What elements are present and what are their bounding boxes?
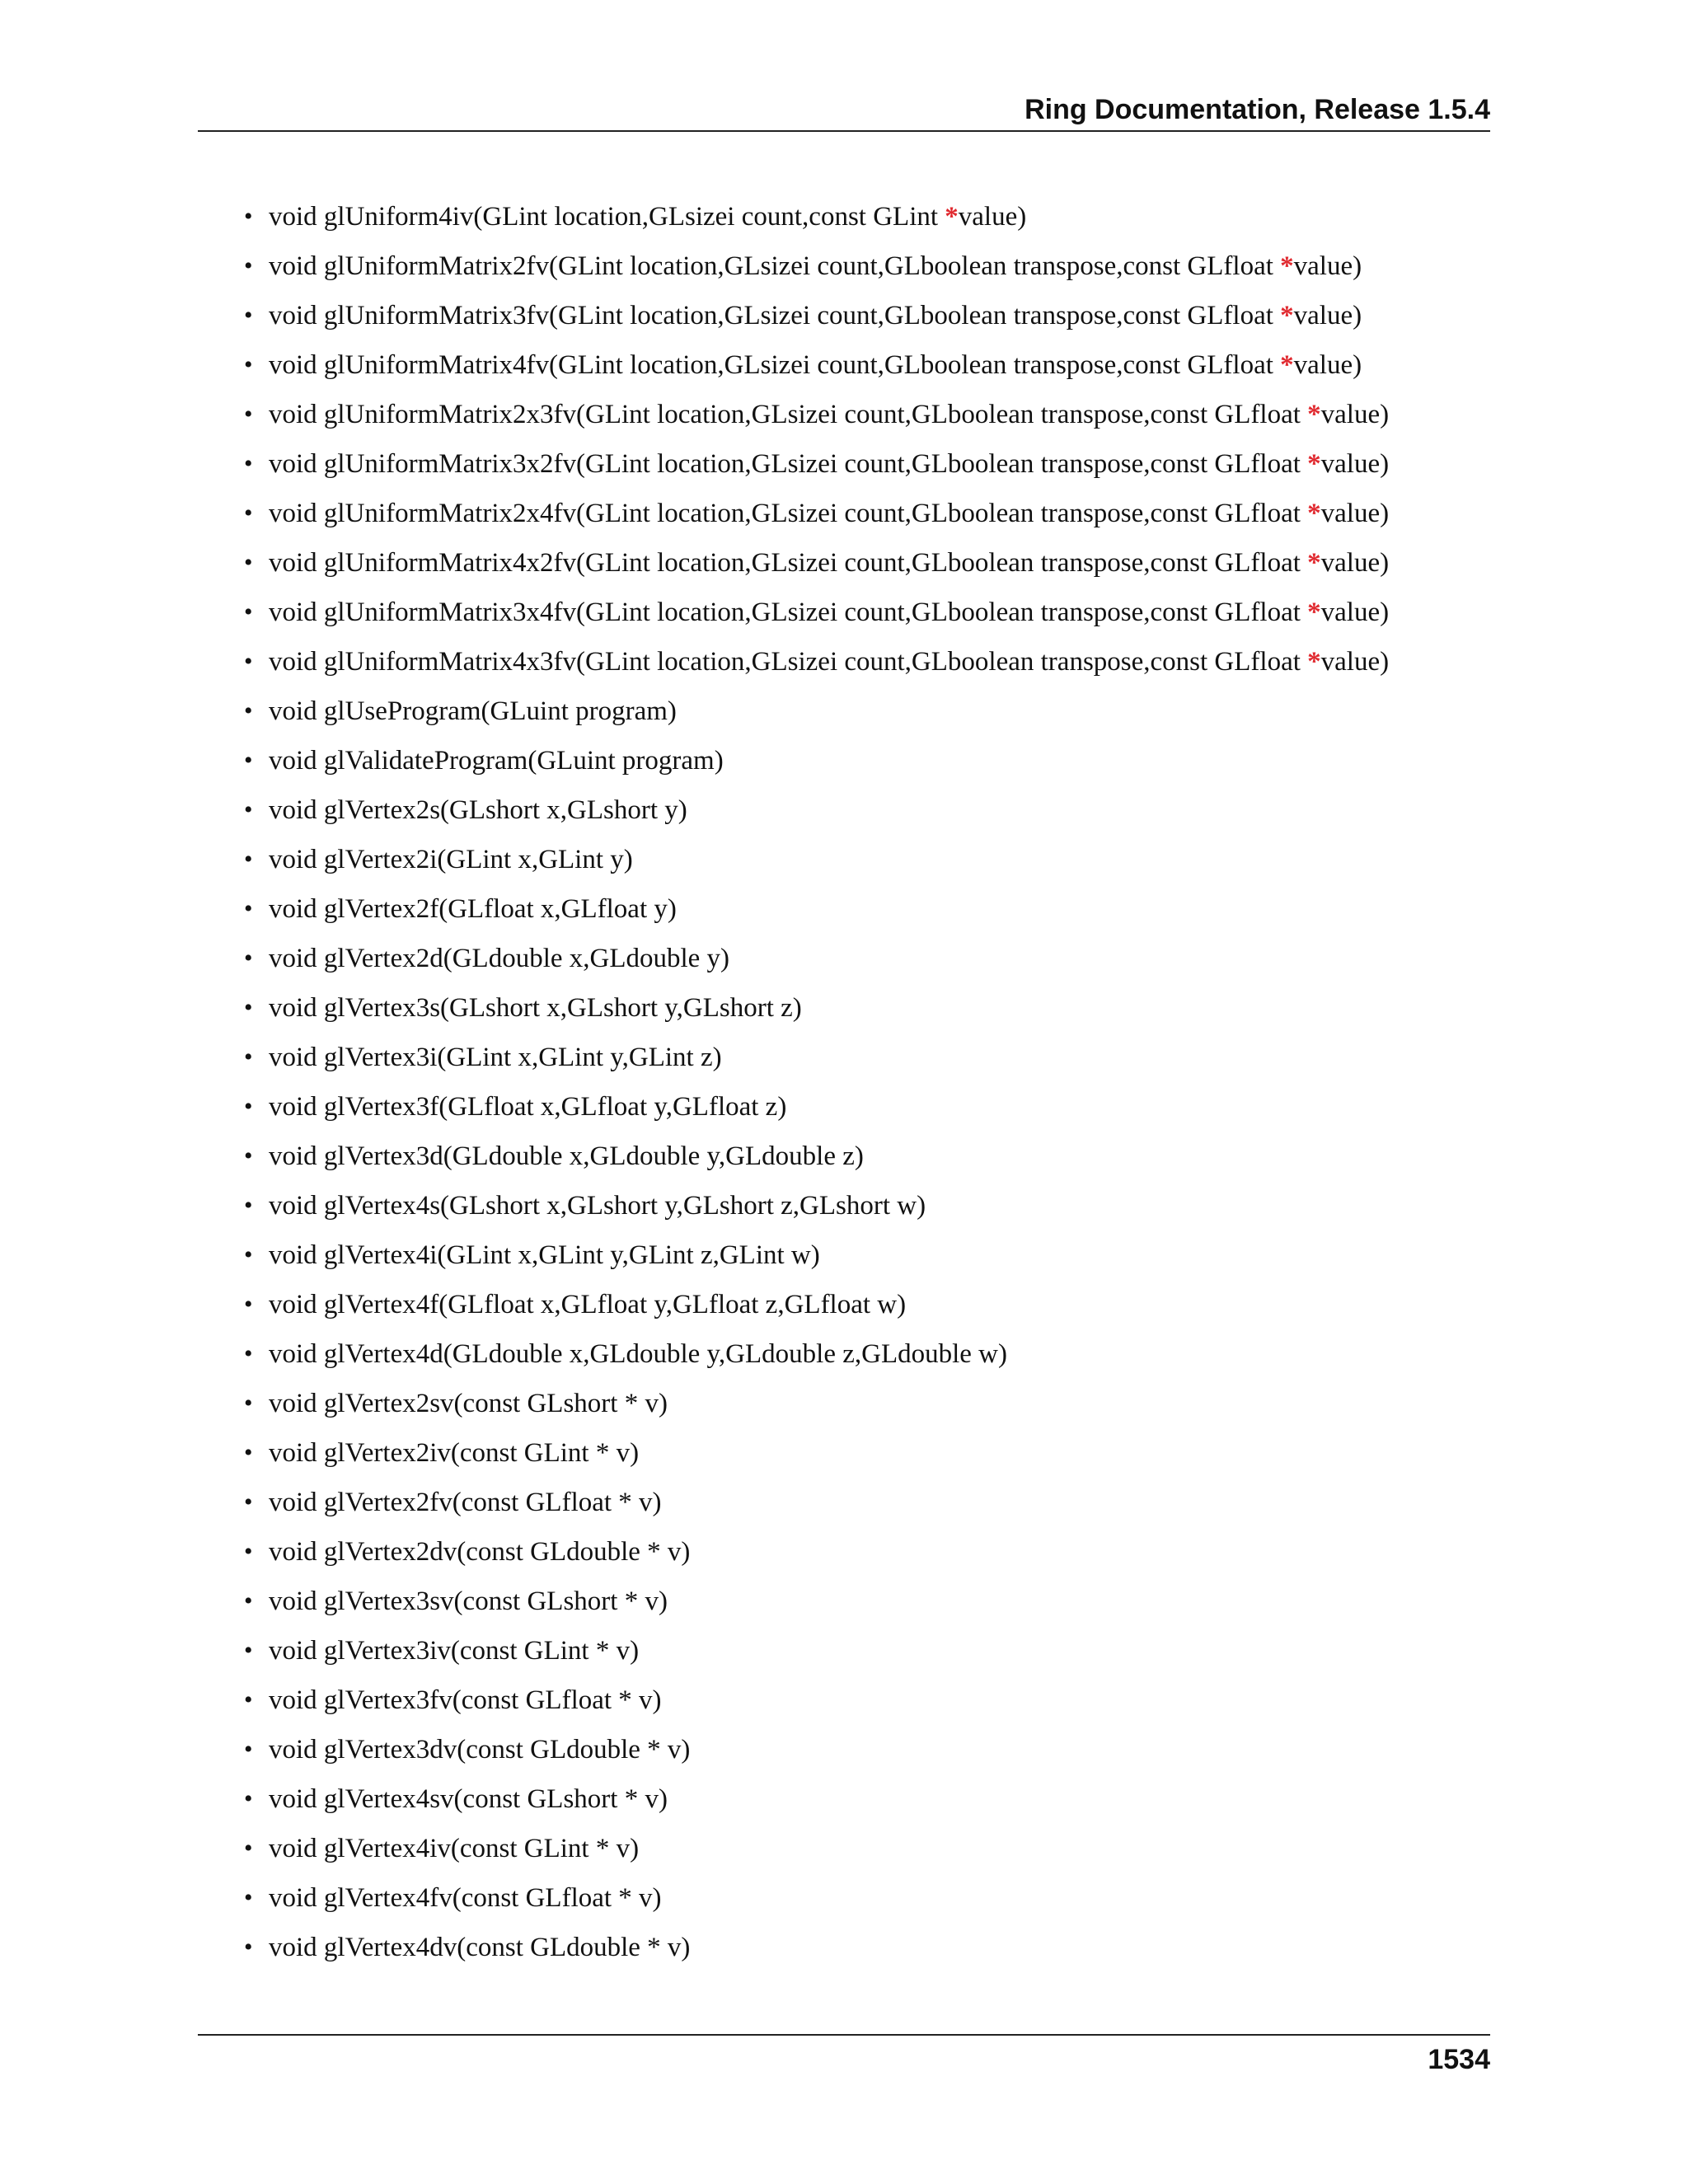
item-text: [269, 1582, 668, 1620]
item-text-suffix: value): [1320, 449, 1390, 479]
item-text-main: void glVertex4fv(const GLfloat * v): [269, 1883, 662, 1913]
page-header: [198, 89, 1490, 132]
bullet-icon: •: [244, 796, 253, 823]
list-item: [244, 1632, 1480, 1681]
list-item: [244, 1286, 1480, 1335]
item-text-main: void glVertex3iv(const GLint * v): [269, 1636, 640, 1666]
item-text: [269, 247, 1362, 285]
bullet-icon: •: [244, 1538, 253, 1565]
item-text: [269, 445, 1389, 483]
item-text-main: void glValidateProgram(GLuint program): [269, 746, 724, 776]
list-item: [244, 1929, 1480, 1978]
bullet-icon: •: [244, 1043, 253, 1071]
item-text-main: void glUniformMatrix2x3fv(GLint location,GLsizei count,GLboolean transpose,const GLfloat: [269, 400, 1308, 429]
item-text-main: void glVertex4i(GLint x,GLint y,GLint z,GLint w): [269, 1240, 820, 1270]
item-text: [269, 1434, 639, 1472]
pointer-star: *: [1307, 449, 1321, 479]
bullet-icon: •: [244, 598, 253, 626]
bullet-icon: •: [244, 499, 253, 527]
bullet-icon: •: [244, 846, 253, 873]
item-text: [269, 1187, 926, 1225]
item-text-main: void glVertex3f(GLfloat x,GLfloat y,GLfloat z): [269, 1092, 787, 1122]
pointer-star: *: [1307, 499, 1321, 528]
item-text-main: void glVertex4sv(const GLshort * v): [269, 1784, 668, 1814]
item-text: [269, 1385, 668, 1422]
item-text-main: void glUniformMatrix3x2fv(GLint location,GLsizei count,GLboolean transpose,const GLfloat: [269, 449, 1308, 479]
pointer-star: *: [1280, 350, 1294, 380]
bullet-icon: •: [244, 648, 253, 675]
item-text-main: void glUniformMatrix3fv(GLint location,GLsizei count,GLboolean transpose,const GLfloat: [269, 301, 1281, 330]
list-item: [244, 791, 1480, 841]
list-item: [244, 247, 1480, 297]
list-item: [244, 593, 1480, 643]
bullet-icon: •: [244, 1686, 253, 1713]
bullet-icon: •: [244, 549, 253, 576]
bullet-icon: •: [244, 1192, 253, 1219]
bullet-icon: •: [244, 401, 253, 428]
item-text: [269, 1632, 639, 1670]
item-text: [269, 494, 1389, 532]
item-text-main: void glVertex3sv(const GLshort * v): [269, 1586, 668, 1616]
list-item: [244, 1533, 1480, 1582]
list-item: [244, 890, 1480, 940]
item-text-main: void glUseProgram(GLuint program): [269, 696, 677, 726]
item-text: [269, 1731, 690, 1769]
item-text-main: void glVertex4s(GLshort x,GLshort y,GLshort z,GLshort w): [269, 1191, 926, 1221]
list-item: [244, 1780, 1480, 1830]
bullet-icon: •: [244, 1785, 253, 1812]
list-item: [244, 1830, 1480, 1879]
item-text-main: void glVertex2fv(const GLfloat * v): [269, 1488, 662, 1517]
pointer-star: *: [1280, 251, 1294, 281]
item-text-main: void glVertex3i(GLint x,GLint y,GLint z): [269, 1043, 722, 1072]
item-text: [269, 841, 633, 879]
item-text-main: void glVertex4iv(const GLint * v): [269, 1834, 640, 1863]
list-item: [244, 692, 1480, 742]
item-text-suffix: value): [1293, 350, 1362, 380]
list-item: [244, 1731, 1480, 1780]
item-text-main: void glUniformMatrix3x4fv(GLint location,GLsizei count,GLboolean transpose,const GLfloat: [269, 598, 1308, 627]
bullet-icon: •: [244, 1488, 253, 1516]
item-text: [269, 1879, 662, 1917]
bullet-icon: •: [244, 1291, 253, 1318]
bullet-icon: •: [244, 1884, 253, 1911]
item-text: [269, 643, 1389, 681]
list-item: [244, 1582, 1480, 1632]
item-text: [269, 989, 802, 1027]
page-number: 1534: [1428, 2044, 1490, 2075]
bullet-icon: •: [244, 252, 253, 279]
bullet-icon: •: [244, 1933, 253, 1961]
list-item: [244, 346, 1480, 396]
list-item: [244, 1879, 1480, 1929]
list-item: [244, 1038, 1480, 1088]
bullet-icon: •: [244, 302, 253, 329]
item-text-main: void glUniformMatrix4x3fv(GLint location,GLsizei count,GLboolean transpose,const GLfloat: [269, 647, 1308, 677]
list-item: [244, 841, 1480, 890]
list-item: [244, 742, 1480, 791]
item-text-suffix: value): [1320, 598, 1390, 627]
bullet-icon: •: [244, 747, 253, 774]
page-footer: [198, 2034, 1490, 2093]
item-text-main: void glVertex2i(GLint x,GLint y): [269, 845, 633, 874]
header-title: Ring Documentation, Release 1.5.4: [1025, 94, 1490, 125]
item-text-suffix: value): [1293, 251, 1362, 281]
function-list: [244, 198, 1480, 1978]
bullet-icon: •: [244, 994, 253, 1021]
list-item: [244, 494, 1480, 544]
item-text: [269, 742, 724, 780]
list-item: [244, 940, 1480, 989]
item-text-main: void glVertex3d(GLdouble x,GLdouble y,GLdouble z): [269, 1141, 864, 1171]
item-text: [269, 1286, 906, 1324]
list-item: [244, 297, 1480, 346]
pointer-star: *: [1307, 598, 1321, 627]
bullet-icon: •: [244, 1390, 253, 1417]
item-text-main: void glVertex4d(GLdouble x,GLdouble y,GLdouble z,GLdouble w): [269, 1339, 1007, 1369]
list-item: [244, 1187, 1480, 1236]
pointer-star: *: [1280, 301, 1294, 330]
list-item: [244, 1088, 1480, 1137]
bullet-icon: •: [244, 1241, 253, 1268]
bullet-icon: •: [244, 203, 253, 230]
item-text: [269, 396, 1389, 434]
item-text-main: void glVertex2dv(const GLdouble * v): [269, 1537, 691, 1567]
bullet-icon: •: [244, 1340, 253, 1367]
bullet-icon: •: [244, 697, 253, 724]
pointer-star: *: [1307, 400, 1321, 429]
pointer-star: *: [945, 202, 959, 232]
bullet-icon: •: [244, 1587, 253, 1615]
list-item: [244, 445, 1480, 494]
item-text: [269, 940, 729, 977]
list-item: [244, 198, 1480, 247]
item-text-main: void glVertex2d(GLdouble x,GLdouble y): [269, 944, 730, 973]
list-item: [244, 1385, 1480, 1434]
bullet-icon: •: [244, 944, 253, 972]
item-text: [269, 1929, 690, 1966]
item-text: [269, 692, 677, 730]
item-text: [269, 593, 1389, 631]
bullet-icon: •: [244, 1637, 253, 1664]
item-text-main: void glVertex4dv(const GLdouble * v): [269, 1933, 691, 1962]
item-text: [269, 1137, 864, 1175]
item-text-main: void glUniformMatrix4fv(GLint location,GLsizei count,GLboolean transpose,const GLfloat: [269, 350, 1281, 380]
item-text-suffix: value): [1293, 301, 1362, 330]
list-item: [244, 396, 1480, 445]
list-item: [244, 1483, 1480, 1533]
bullet-icon: •: [244, 895, 253, 922]
item-text-suffix: value): [1320, 499, 1390, 528]
item-text-main: void glUniformMatrix2fv(GLint location,GLsizei count,GLboolean transpose,const GLfloat: [269, 251, 1281, 281]
item-text: [269, 297, 1362, 335]
item-text-main: void glUniformMatrix2x4fv(GLint location,GLsizei count,GLboolean transpose,const GLfloat: [269, 499, 1308, 528]
item-text: [269, 1483, 662, 1521]
item-text-main: void glVertex3dv(const GLdouble * v): [269, 1735, 691, 1765]
list-item: [244, 989, 1480, 1038]
bullet-icon: •: [244, 351, 253, 378]
item-text: [269, 1236, 820, 1274]
list-item: [244, 1335, 1480, 1385]
item-text: [269, 346, 1362, 384]
item-text: [269, 890, 677, 928]
item-text-main: void glVertex3fv(const GLfloat * v): [269, 1685, 662, 1715]
bullet-icon: •: [244, 450, 253, 477]
item-text-main: void glUniform4iv(GLint location,GLsizei count,const GLint: [269, 202, 945, 232]
item-text-main: void glUniformMatrix4x2fv(GLint location,GLsizei count,GLboolean transpose,const GLfloat: [269, 548, 1308, 578]
item-text: [269, 198, 1026, 236]
item-text-suffix: value): [958, 202, 1027, 232]
item-text: [269, 1038, 722, 1076]
bullet-icon: •: [244, 1736, 253, 1763]
bullet-icon: •: [244, 1439, 253, 1466]
list-item: [244, 1681, 1480, 1731]
item-text: [269, 1780, 668, 1818]
item-text-main: void glVertex2iv(const GLint * v): [269, 1438, 640, 1468]
item-text: [269, 791, 687, 829]
item-text-main: void glVertex2f(GLfloat x,GLfloat y): [269, 894, 677, 924]
item-text-main: void glVertex3s(GLshort x,GLshort y,GLshort z): [269, 993, 802, 1023]
pointer-star: *: [1307, 548, 1321, 578]
pointer-star: *: [1307, 647, 1321, 677]
item-text: [269, 1335, 1007, 1373]
content: [244, 198, 1480, 1978]
item-text-suffix: value): [1320, 400, 1390, 429]
bullet-icon: •: [244, 1142, 253, 1169]
list-item: [244, 1137, 1480, 1187]
item-text-suffix: value): [1320, 647, 1390, 677]
bullet-icon: •: [244, 1093, 253, 1120]
item-text-main: void glVertex2sv(const GLshort * v): [269, 1389, 668, 1418]
item-text-suffix: value): [1320, 548, 1390, 578]
item-text-main: void glVertex2s(GLshort x,GLshort y): [269, 795, 687, 825]
list-item: [244, 643, 1480, 692]
item-text: [269, 544, 1389, 582]
list-item: [244, 1236, 1480, 1286]
list-item: [244, 1434, 1480, 1483]
list-item: [244, 544, 1480, 593]
item-text: [269, 1088, 786, 1126]
bullet-icon: •: [244, 1835, 253, 1862]
item-text: [269, 1681, 662, 1719]
item-text: [269, 1830, 639, 1868]
item-text-main: void glVertex4f(GLfloat x,GLfloat y,GLfloat z,GLfloat w): [269, 1290, 907, 1319]
item-text: [269, 1533, 690, 1571]
